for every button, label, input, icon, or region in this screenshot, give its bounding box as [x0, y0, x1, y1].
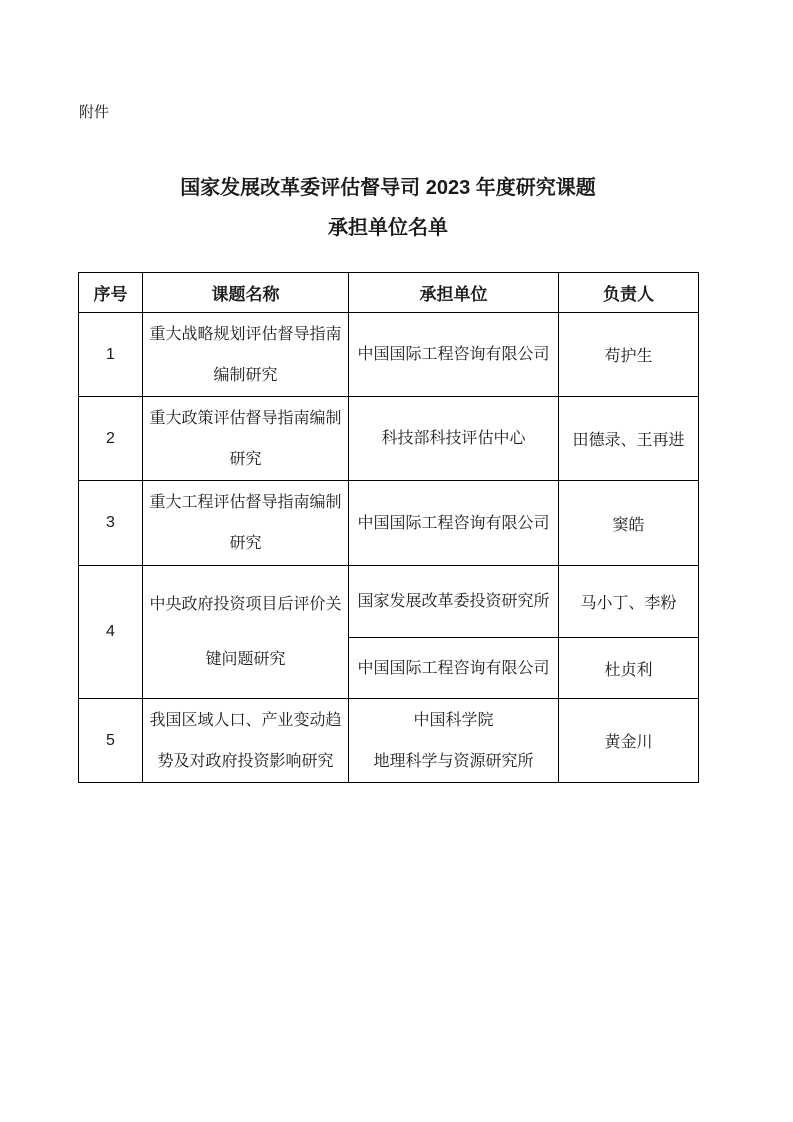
unit-line: 科技部科技评估中心 — [381, 430, 526, 447]
header-cell-unit: 承担单位 — [349, 273, 559, 313]
unit-line: 地理科学与资源研究所 — [373, 752, 534, 770]
unit-cell — [349, 638, 559, 699]
topic-line: 编制研究 — [213, 366, 278, 384]
leader-cell: 苟护生 — [559, 313, 699, 397]
document-title-line1: 国家发展改革委评估督导司 2023 年度研究课题 — [180, 177, 596, 199]
topic-line: 我国区域人口、产业变动趋 — [149, 711, 342, 729]
unit-cell — [349, 481, 559, 566]
unit-line: 中国国际工程咨询有限公司 — [357, 514, 550, 532]
leader-cell: 杜贞利 — [559, 638, 699, 699]
table-row — [79, 699, 699, 783]
unit-line: 国家发展改革委投资研究所 — [357, 593, 550, 610]
table-row — [79, 313, 699, 397]
topic-line: 键问题研究 — [205, 651, 286, 668]
table-header-row — [79, 273, 699, 313]
row-number-cell: 2 — [79, 397, 143, 481]
topic-line: 重大政策评估督导指南编制 — [149, 409, 342, 427]
topic-cell — [143, 699, 349, 783]
unit-line: 中国国际工程咨询有限公司 — [357, 346, 550, 363]
attachment-label: 附件 — [79, 104, 110, 121]
table-row — [79, 481, 699, 566]
topic-cell — [143, 481, 349, 566]
row-number-cell: 5 — [79, 699, 143, 783]
table-row — [79, 397, 699, 481]
header-cell-leader: 负责人 — [559, 273, 699, 313]
topic-line: 研究 — [229, 535, 262, 552]
document-title — [0, 168, 776, 248]
row-number-cell: 3 — [79, 481, 143, 566]
topic-line: 势及对政府投资影响研究 — [157, 752, 334, 770]
unit-cell — [349, 566, 559, 638]
topic-cell — [143, 397, 349, 481]
unit-cell — [349, 313, 559, 397]
leader-cell: 马小丁、李粉 — [559, 566, 699, 638]
topic-cell — [143, 566, 349, 699]
topic-line: 中央政府投资项目后评价关 — [149, 596, 342, 613]
header-cell-topic: 课题名称 — [143, 273, 349, 313]
leader-cell: 窦皓 — [559, 481, 699, 566]
unit-line: 中国国际工程咨询有限公司 — [357, 659, 550, 677]
leader-cell: 田德录、王再进 — [559, 397, 699, 481]
header-cell-number: 序号 — [79, 273, 143, 313]
unit-cell — [349, 397, 559, 481]
unit-line: 中国科学院 — [413, 711, 494, 729]
topic-line: 重大战略规划评估督导指南 — [149, 325, 342, 343]
document-title-line2: 承担单位名单 — [328, 217, 448, 239]
topics-table — [78, 272, 699, 783]
row-number-cell: 4 — [79, 566, 143, 699]
unit-cell — [349, 699, 559, 783]
topic-line: 重大工程评估督导指南编制 — [149, 494, 342, 511]
topic-cell — [143, 313, 349, 397]
table-row — [79, 566, 699, 638]
leader-cell: 黄金川 — [559, 699, 699, 783]
topic-line: 研究 — [229, 450, 262, 468]
row-number-cell: 1 — [79, 313, 143, 397]
